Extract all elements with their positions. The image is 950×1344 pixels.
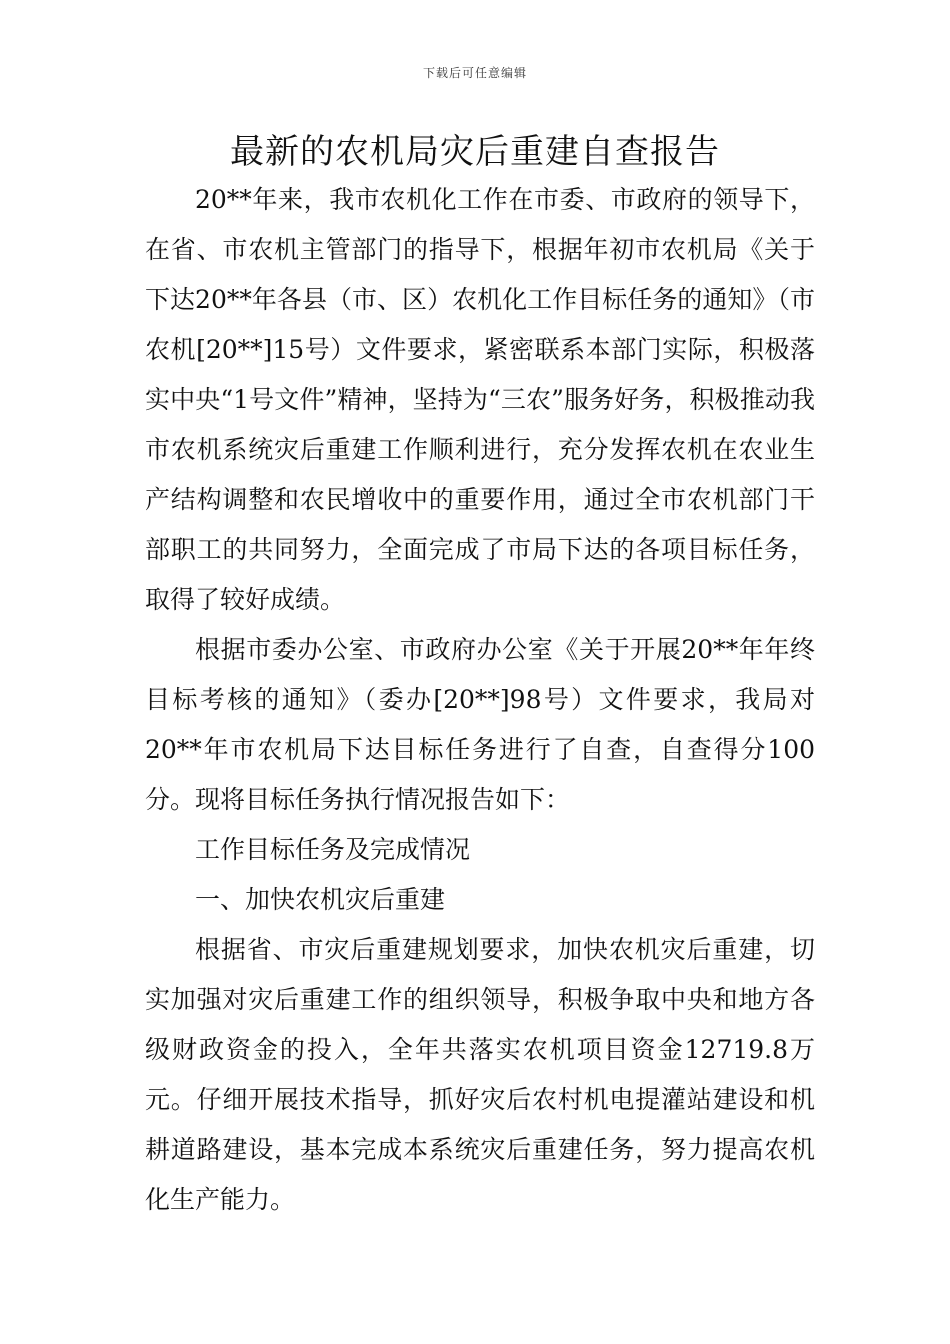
- section-heading-reconstruction: 一、加快农机灾后重建: [195, 885, 446, 914]
- header-note: 下载后可任意编辑: [422, 66, 527, 80]
- paragraph-reconstruction: 根据省、市灾后重建规划要求，加快农机灾后重建，切实加强对灾后重建工作的组织领导，积极争取中央和地方各级财政资金的投入，全年共落实农机项目资金12719.8万元。仔细开展技术指导，抓好灾后农村机电提灌站建设和机耕道路建设，基本完成本系统灾后重建任务，努力提高农机化生产能力。: [145, 935, 815, 1214]
- paragraph-intro: 20**年来，我市农机化工作在市委、市政府的领导下，在省、市农机主管部门的指导下，根据年初市农机局《关于下达20**年各县（市、区）农机化工作目标任务的通知》（市农机[20**]15号）文件要求，紧密联系本部门实际，积极落实中央“1号文件”精神，坚持为“三农”服务好务，积极推动我市农机系统灾后重建工作顺利进行，充分发挥农机在农业生产结构调整和农民增收中的重要作用，通过全市农机部门干部职工的共同努力，全面完成了市局下达的各项目标任务，取得了较好成绩。: [145, 185, 815, 614]
- paragraph-self-check: 根据市委办公室、市政府办公室《关于开展20**年年终目标考核的通知》（委办[20**]98号）文件要求，我局对20**年市农机局下达目标任务进行了自查，自查得分100分。现将目标任务执行情况报告如下：: [145, 635, 815, 814]
- section-heading-goals: 工作目标任务及完成情况: [195, 835, 471, 864]
- page-title: 最新的农机局灾后重建自查报告: [230, 132, 720, 172]
- document-body: [145, 175, 815, 1225]
